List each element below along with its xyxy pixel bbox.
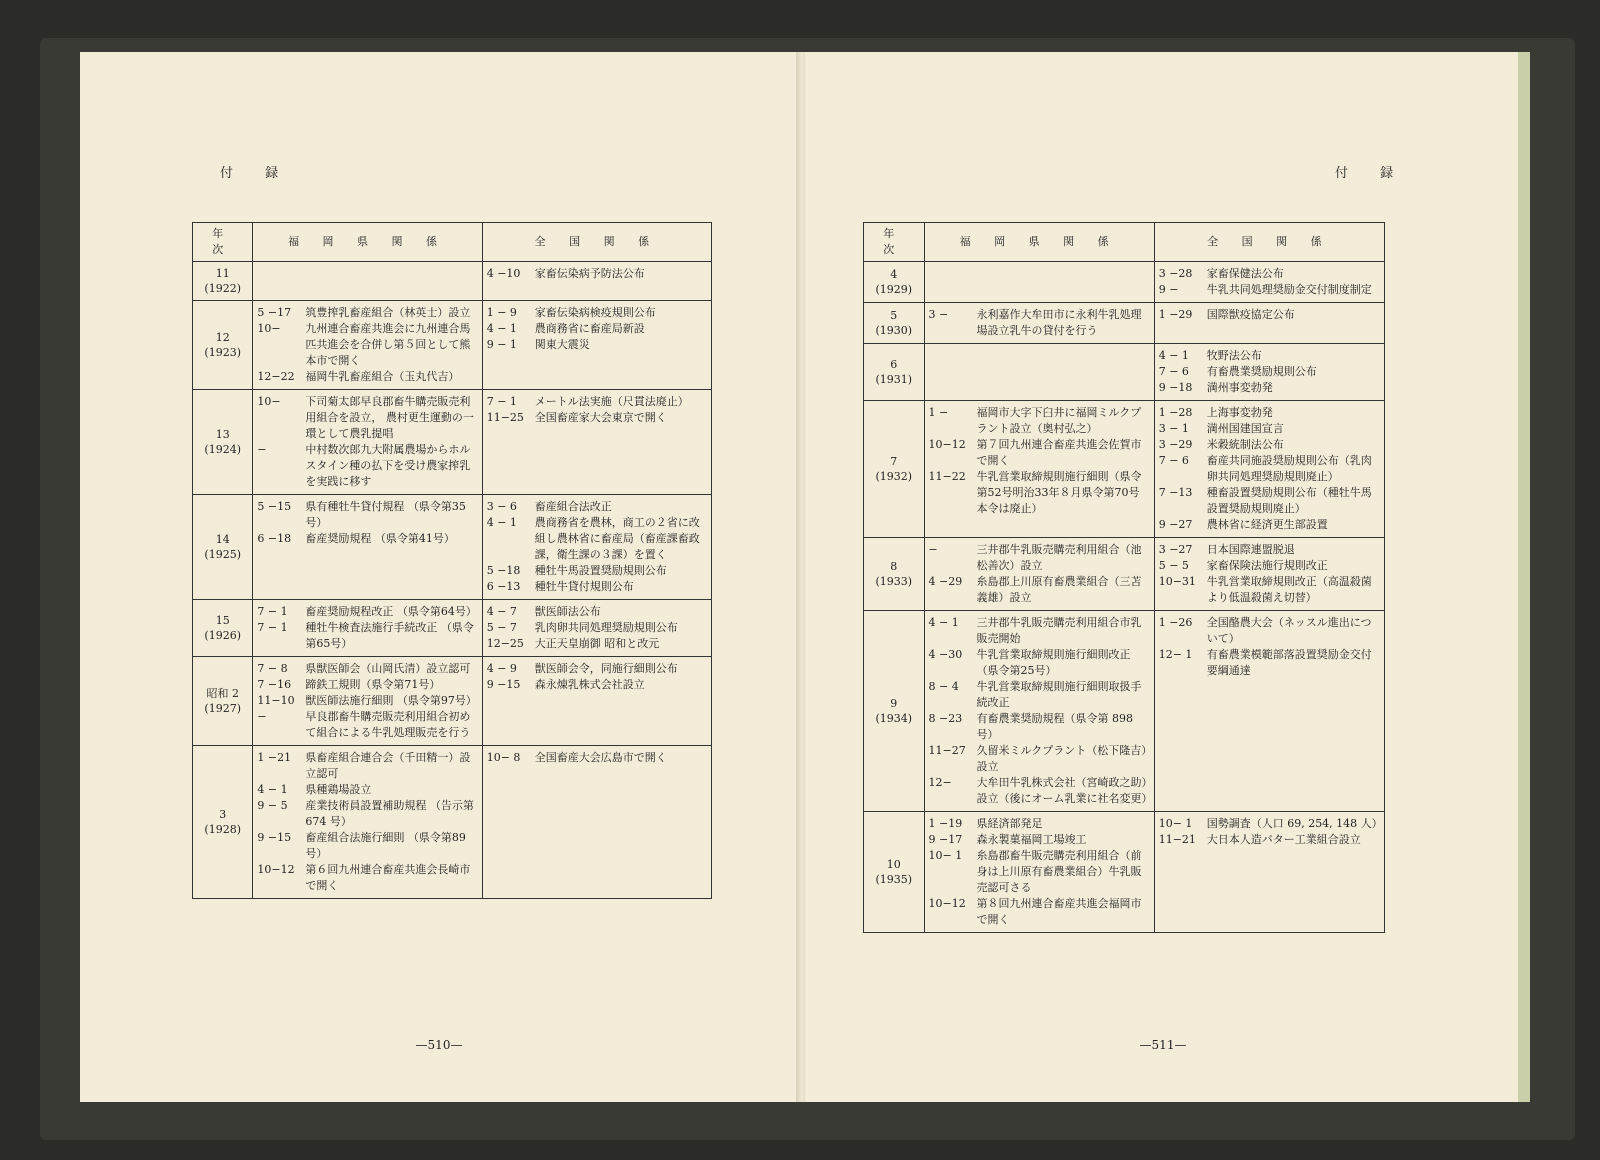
event-text: 大牟田牛乳株式会社（宮崎政之助）設立（後にオーム乳業に社名変更） bbox=[976, 776, 1153, 805]
table-row bbox=[864, 262, 1385, 303]
event-entry bbox=[929, 469, 1150, 517]
event-date: 6 −13 bbox=[486, 580, 521, 593]
event-date: 3 −29 bbox=[1158, 438, 1193, 451]
event-text: 森永製菓福岡工場竣工 bbox=[976, 833, 1087, 846]
event-date: 1 −26 bbox=[1158, 616, 1193, 629]
event-entry bbox=[1159, 282, 1380, 298]
event-entry bbox=[257, 620, 477, 652]
event-text: 家畜伝染病予防法公布 bbox=[534, 267, 645, 280]
event-date: 1 −21 bbox=[257, 751, 292, 764]
event-date: 9 − bbox=[1158, 283, 1179, 296]
col-header-year: 年 次 bbox=[193, 223, 253, 262]
event-date: 5 −17 bbox=[257, 306, 292, 319]
fukuoka-cell bbox=[253, 301, 482, 390]
national-cell bbox=[1154, 344, 1384, 401]
event-entry bbox=[257, 798, 477, 830]
event-date: 11−27 bbox=[928, 744, 966, 757]
event-date: 4 − 7 bbox=[486, 605, 517, 618]
table-row bbox=[864, 611, 1385, 812]
event-date: 11−21 bbox=[1158, 833, 1196, 846]
event-entry bbox=[1159, 266, 1380, 282]
event-date: 8 − 4 bbox=[928, 680, 959, 693]
event-text: 日本国際連盟脱退 bbox=[1206, 543, 1295, 556]
event-text: 第６回九州連合畜産共進会長崎市で開く bbox=[305, 863, 471, 892]
event-text: 獣医師法施行細則 （県令第97号） bbox=[305, 694, 477, 707]
event-entry bbox=[487, 750, 707, 766]
national-cell bbox=[1154, 401, 1384, 538]
table-row bbox=[864, 812, 1385, 933]
table-row bbox=[864, 303, 1385, 344]
event-text: 種牡牛検査法施行手続改正 （県令第65号） bbox=[305, 621, 474, 650]
event-entry bbox=[257, 830, 477, 862]
event-date: 10−31 bbox=[1158, 575, 1196, 588]
event-entry bbox=[487, 394, 707, 410]
event-entry bbox=[1159, 832, 1380, 848]
event-text: 全国酪農大会（ネッスル進出について） bbox=[1206, 616, 1372, 645]
event-date: 12− 1 bbox=[1158, 648, 1193, 661]
national-cell bbox=[482, 390, 711, 495]
event-entry bbox=[257, 604, 477, 620]
event-entry bbox=[929, 307, 1150, 339]
event-entry bbox=[487, 636, 707, 652]
table-row bbox=[193, 657, 712, 746]
national-cell bbox=[1154, 303, 1384, 344]
year-cell: 11 (1922) bbox=[193, 262, 253, 301]
event-date: 1 −19 bbox=[928, 817, 963, 830]
fukuoka-cell bbox=[924, 611, 1154, 812]
national-cell bbox=[1154, 538, 1384, 611]
event-date: 7 − 1 bbox=[486, 395, 517, 408]
event-date: 10− 1 bbox=[928, 849, 963, 862]
fukuoka-cell bbox=[924, 401, 1154, 538]
fukuoka-cell bbox=[253, 495, 482, 600]
left-page bbox=[80, 52, 798, 1102]
event-entry bbox=[487, 661, 707, 677]
event-text: 久留米ミルクプラント（松下隆吉）設立 bbox=[976, 744, 1147, 773]
event-date: 7 − 1 bbox=[257, 621, 288, 634]
event-text: 農商務省に畜産局新設 bbox=[534, 322, 645, 335]
year-cell: 10 (1935) bbox=[864, 812, 925, 933]
event-date: 11−25 bbox=[486, 411, 524, 424]
event-date: 8 −23 bbox=[928, 712, 963, 725]
page-edge bbox=[1518, 52, 1530, 1102]
event-entry bbox=[487, 410, 707, 426]
event-entry bbox=[1159, 405, 1380, 421]
event-entry bbox=[257, 782, 477, 798]
fukuoka-cell bbox=[924, 303, 1154, 344]
event-entry bbox=[257, 862, 477, 894]
fukuoka-cell bbox=[253, 262, 482, 301]
event-date: 10−12 bbox=[928, 897, 966, 910]
event-text: 国際獣疫協定公布 bbox=[1206, 308, 1295, 321]
year-cell: 9 (1934) bbox=[864, 611, 925, 812]
event-entry bbox=[257, 661, 477, 677]
event-entry bbox=[1159, 542, 1380, 558]
event-date: 5 −15 bbox=[257, 500, 292, 513]
event-text: 糸島郡上川原有畜農業組合（三苫義雄）設立 bbox=[976, 575, 1142, 604]
event-date: 10− 1 bbox=[1158, 817, 1193, 830]
event-date: 4 − 1 bbox=[486, 516, 517, 529]
event-date: 3 − 6 bbox=[486, 500, 517, 513]
event-entry bbox=[929, 647, 1150, 679]
year-cell: 3 (1928) bbox=[193, 746, 253, 899]
event-entry bbox=[1159, 364, 1380, 380]
event-text: 満州事変勃発 bbox=[1206, 381, 1273, 394]
event-text: 下司菊太郎早良郡畜牛購売販売利用組合を設立， 農村更生運動の一環として農乳提唱 bbox=[305, 395, 474, 440]
event-date: 4 − 1 bbox=[1158, 349, 1189, 362]
col-header-year: 年 次 bbox=[864, 223, 925, 262]
event-text: メートル法実施（尺貫法廃止） bbox=[534, 395, 689, 408]
event-entry bbox=[1159, 453, 1380, 485]
year-cell: 8 (1933) bbox=[864, 538, 925, 611]
event-date: 12− bbox=[928, 776, 952, 789]
event-text: 県畜産組合連合会（千田精一）設立認可 bbox=[305, 751, 471, 780]
event-text: 関東大震災 bbox=[534, 338, 590, 351]
event-entry bbox=[1159, 348, 1380, 364]
event-entry bbox=[487, 337, 707, 353]
event-date: − bbox=[257, 443, 267, 456]
event-text: 農林省に経済更生部設置 bbox=[1206, 518, 1328, 531]
event-date: 1 −28 bbox=[1158, 406, 1193, 419]
event-entry bbox=[487, 563, 707, 579]
event-entry bbox=[257, 305, 477, 321]
event-text: 牛乳営業取締規則施行細則（県令第52号明治33年８月県令第70号本令は廃止） bbox=[976, 470, 1142, 515]
event-date: 7 − 8 bbox=[257, 662, 288, 675]
event-date: 4 −29 bbox=[928, 575, 963, 588]
event-entry bbox=[487, 515, 707, 563]
event-date: 1 −29 bbox=[1158, 308, 1193, 321]
event-text: 畜産奨励規程改正 （県令第64号） bbox=[305, 605, 477, 618]
event-text: 有畜農業奨励規則公布 bbox=[1206, 365, 1317, 378]
national-cell bbox=[482, 600, 711, 657]
event-date: 9 − 5 bbox=[257, 799, 288, 812]
event-entry bbox=[487, 677, 707, 693]
event-entry bbox=[1159, 421, 1380, 437]
table-row bbox=[193, 262, 712, 301]
event-entry bbox=[257, 321, 477, 369]
col-header-national: 全 国 関 係 bbox=[1154, 223, 1384, 262]
event-entry bbox=[487, 604, 707, 620]
event-entry bbox=[1159, 574, 1380, 606]
event-text: 満州国建国宣言 bbox=[1206, 422, 1284, 435]
event-entry bbox=[929, 711, 1150, 743]
event-text: 農商務省を農林，商工の２省に改組し農林省に畜産局（畜産課畜政課，衛生課の３課）を置く bbox=[534, 516, 700, 561]
event-date: 7 − 6 bbox=[1158, 365, 1189, 378]
event-text: 家畜伝染病検疫規則公布 bbox=[534, 306, 656, 319]
event-date: 7 − 1 bbox=[257, 605, 288, 618]
event-text: 三井郡牛乳販売購売利用組合（池松善次）設立 bbox=[976, 543, 1142, 572]
event-text: 上海事変勃発 bbox=[1206, 406, 1273, 419]
event-date: 12−22 bbox=[257, 370, 295, 383]
event-date: 7 − 6 bbox=[1158, 454, 1189, 467]
event-date: 4 − 9 bbox=[486, 662, 517, 675]
event-date: 7 −13 bbox=[1158, 486, 1193, 499]
col-header-fukuoka: 福 岡 県 関 係 bbox=[924, 223, 1154, 262]
event-text: 有畜農業奨励規程（県令第 898 号） bbox=[976, 712, 1134, 741]
event-entry bbox=[257, 677, 477, 693]
event-date: 5 − 5 bbox=[1158, 559, 1189, 572]
event-text: 牛乳営業取締規則改正（高温殺菌より低温殺菌え切替） bbox=[1206, 575, 1372, 604]
event-entry bbox=[929, 743, 1150, 775]
event-entry bbox=[487, 266, 707, 282]
event-date: 4 − 1 bbox=[257, 783, 288, 796]
table-row bbox=[193, 495, 712, 600]
event-date: 10− bbox=[257, 395, 281, 408]
event-text: 畜産組合法改正 bbox=[534, 500, 612, 513]
event-text: 牧野法公布 bbox=[1206, 349, 1262, 362]
table-row bbox=[193, 600, 712, 657]
event-text: 第７回九州連合畜産共進会佐賀市で開く bbox=[976, 438, 1142, 467]
event-entry bbox=[929, 816, 1150, 832]
event-entry bbox=[1159, 485, 1380, 517]
event-text: 糸島郡畜牛販売購売利用組合（前身は上川原有畜農業組合）牛乳販売認可さる bbox=[976, 849, 1142, 894]
event-text: 家畜保健法公布 bbox=[1206, 267, 1284, 280]
event-date: 1 − bbox=[928, 406, 949, 419]
event-date: 9 −17 bbox=[928, 833, 963, 846]
event-text: 種畜設置奨励規則公布（種牡牛馬設置奨励規則廃止） bbox=[1206, 486, 1372, 515]
year-cell: 15 (1926) bbox=[193, 600, 253, 657]
table-row bbox=[193, 746, 712, 899]
page-header: 付 録 bbox=[1335, 166, 1408, 181]
event-entry bbox=[487, 579, 707, 595]
event-text: 福岡市大字下臼井に福岡ミルクプラント設立（奥村弘之） bbox=[976, 406, 1142, 435]
national-cell bbox=[1154, 812, 1384, 933]
event-date: 5 −18 bbox=[486, 564, 521, 577]
event-date: 3 −27 bbox=[1158, 543, 1193, 556]
event-text: 大正天皇崩御 昭和と改元 bbox=[534, 637, 660, 650]
event-entry bbox=[928, 775, 1153, 807]
event-date: 4 − 1 bbox=[928, 616, 959, 629]
event-date: 9 −15 bbox=[486, 678, 521, 691]
event-date: 9 −27 bbox=[1158, 518, 1193, 531]
event-date: 6 −18 bbox=[257, 532, 292, 545]
event-entry bbox=[1159, 615, 1380, 647]
event-text: 県経済部発足 bbox=[976, 817, 1043, 830]
event-text: 牛乳共同処理奨励金交付制度制定 bbox=[1206, 283, 1372, 296]
event-date: 3 − bbox=[928, 308, 949, 321]
national-cell bbox=[482, 301, 711, 390]
fukuoka-cell bbox=[253, 390, 482, 495]
event-text: 獣医師会令，同施行細則公布 bbox=[534, 662, 678, 675]
event-date: 7 −16 bbox=[257, 678, 292, 691]
event-date: 11−10 bbox=[257, 694, 295, 707]
event-entry bbox=[1159, 437, 1380, 453]
chronology-table bbox=[192, 222, 712, 899]
chronology-table bbox=[863, 222, 1385, 933]
event-entry bbox=[487, 321, 707, 337]
event-text: 森永煉乳株式会社設立 bbox=[534, 678, 645, 691]
event-text: 畜産共同施設奨励規則公布（乳肉卵共同処理奨励規則廃止） bbox=[1206, 454, 1372, 483]
fukuoka-cell bbox=[924, 262, 1154, 303]
event-text: 乳肉卵共同処理奨励規則公布 bbox=[534, 621, 678, 634]
event-entry bbox=[487, 620, 707, 636]
national-cell bbox=[482, 746, 711, 899]
table-row bbox=[864, 401, 1385, 538]
year-cell: 4 (1929) bbox=[864, 262, 925, 303]
event-entry bbox=[1159, 647, 1380, 679]
event-date: − bbox=[928, 543, 938, 556]
event-date: 9 −15 bbox=[257, 831, 292, 844]
event-text: 蹄鉄工規則（県令第71号） bbox=[305, 678, 441, 691]
event-text: 早良郡畜牛購売販売利用組合初めて組合による牛乳処理販売を行う bbox=[305, 710, 471, 739]
event-date: 4 − 1 bbox=[486, 322, 517, 335]
event-entry bbox=[929, 574, 1150, 606]
national-cell bbox=[482, 262, 711, 301]
event-text: 全国畜産家大会東京で開く bbox=[534, 411, 667, 424]
fukuoka-cell bbox=[253, 746, 482, 899]
event-text: 九州連合畜産共進会に九州連合馬匹共進会を合併し第５回として熊本市で開く bbox=[305, 322, 471, 367]
event-entry bbox=[929, 896, 1150, 928]
event-entry bbox=[929, 615, 1150, 647]
event-date: 4 −30 bbox=[928, 648, 963, 661]
event-date: 11−22 bbox=[928, 470, 966, 483]
event-entry bbox=[1159, 380, 1380, 396]
event-entry bbox=[929, 542, 1150, 574]
event-text: 牛乳営業取締規則施行細則改正（県令第25号） bbox=[976, 648, 1131, 677]
event-text: 三井郡牛乳販売購売利用組合市乳販売開始 bbox=[976, 616, 1142, 645]
page-number: —511— bbox=[1139, 1038, 1187, 1052]
event-text: 福岡牛乳畜産組合（玉丸代吉） bbox=[305, 370, 460, 383]
fukuoka-cell bbox=[924, 538, 1154, 611]
event-text: 獣医師法公布 bbox=[534, 605, 601, 618]
national-cell bbox=[1154, 262, 1384, 303]
event-text: 有畜農業模範部落設置奨励金交付要綱通達 bbox=[1206, 648, 1372, 677]
col-header-national: 全 国 関 係 bbox=[482, 223, 711, 262]
event-text: 永利嘉作大牟田市に永利牛乳処理場設立乳牛の貸付を行う bbox=[976, 308, 1142, 337]
event-date: 9 − 1 bbox=[486, 338, 517, 351]
year-cell: 12 (1923) bbox=[193, 301, 253, 390]
event-entry bbox=[1158, 816, 1383, 832]
event-text: 畜産奨励規程 （県令第41号） bbox=[305, 532, 455, 545]
event-text: 筑豊搾乳畜産組合（林英士）設立 bbox=[305, 306, 471, 319]
event-entry bbox=[929, 437, 1150, 469]
page-header: 付 録 bbox=[220, 166, 293, 181]
event-text: 産業技術員設置補助規程 （告示第 674 号） bbox=[305, 799, 474, 828]
event-date: 12−25 bbox=[486, 637, 524, 650]
event-date: 4 −10 bbox=[486, 267, 521, 280]
fukuoka-cell bbox=[253, 657, 482, 746]
national-cell bbox=[482, 657, 711, 746]
year-cell: 6 (1931) bbox=[864, 344, 925, 401]
event-entry bbox=[257, 442, 477, 490]
national-cell bbox=[1154, 611, 1384, 812]
event-entry bbox=[929, 679, 1150, 711]
event-entry bbox=[487, 499, 707, 515]
event-date: 3 −28 bbox=[1158, 267, 1193, 280]
event-text: 中村数次郎九大附属農場からホルスタイン種の払下を受け農家搾乳を実践に移す bbox=[305, 443, 471, 488]
event-entry bbox=[257, 693, 477, 709]
event-entry bbox=[929, 848, 1150, 896]
event-entry bbox=[1159, 307, 1380, 323]
table-row bbox=[193, 301, 712, 390]
fukuoka-cell bbox=[253, 600, 482, 657]
event-text: 県獣医師会（山岡氏清）設立認可 bbox=[305, 662, 471, 675]
event-text: 県種鶏場設立 bbox=[305, 783, 372, 796]
event-text: 牛乳営業取締規則施行細則取扱手続改正 bbox=[976, 680, 1142, 709]
year-cell: 5 (1930) bbox=[864, 303, 925, 344]
event-entry bbox=[487, 305, 707, 321]
event-text: 全国畜産大会広島市で開く bbox=[534, 751, 667, 764]
event-entry bbox=[257, 531, 477, 547]
event-date: 5 − 7 bbox=[486, 621, 517, 634]
table-row bbox=[193, 390, 712, 495]
event-text: 種牡牛馬設置奨励規則公布 bbox=[534, 564, 667, 577]
event-entry bbox=[257, 394, 477, 442]
event-date: − bbox=[257, 710, 267, 723]
event-entry bbox=[929, 405, 1150, 437]
year-cell: 14 (1925) bbox=[193, 495, 253, 600]
event-text: 第８回九州連合畜産共進会福岡市で開く bbox=[976, 897, 1142, 926]
year-cell: 昭和 2 (1927) bbox=[193, 657, 253, 746]
event-date: 3 − 1 bbox=[1158, 422, 1189, 435]
event-text: 米穀統制法公布 bbox=[1206, 438, 1284, 451]
event-date: 10−12 bbox=[928, 438, 966, 451]
event-date: 9 −18 bbox=[1158, 381, 1193, 394]
table-row bbox=[864, 344, 1385, 401]
year-cell: 7 (1932) bbox=[864, 401, 925, 538]
col-header-fukuoka: 福 岡 県 関 係 bbox=[253, 223, 482, 262]
event-text: 家畜保険法施行規則改正 bbox=[1206, 559, 1328, 572]
event-entry bbox=[1159, 558, 1380, 574]
event-date: 10− bbox=[257, 322, 281, 335]
table-row bbox=[864, 538, 1385, 611]
year-cell: 13 (1924) bbox=[193, 390, 253, 495]
fukuoka-cell bbox=[924, 812, 1154, 933]
event-text: 畜産組合法施行細則 （県令第89号） bbox=[305, 831, 466, 860]
page-number: —510— bbox=[415, 1038, 463, 1052]
event-date: 10− 8 bbox=[486, 751, 521, 764]
event-entry bbox=[257, 709, 477, 741]
event-text: 種牡牛貸付規則公布 bbox=[534, 580, 634, 593]
national-cell bbox=[482, 495, 711, 600]
event-entry bbox=[257, 750, 477, 782]
event-date: 10−12 bbox=[257, 863, 295, 876]
event-entry bbox=[257, 369, 477, 385]
event-text: 国勢調査（人口 69, 254, 148 人） bbox=[1206, 817, 1383, 830]
event-entry bbox=[257, 499, 477, 531]
event-entry bbox=[1159, 517, 1380, 533]
right-page bbox=[805, 52, 1521, 1102]
event-text: 大日本人造バター工業組合設立 bbox=[1206, 833, 1361, 846]
event-text: 県有種牡牛貸付規程 （県令第35号） bbox=[305, 500, 466, 529]
event-entry bbox=[929, 832, 1150, 848]
fukuoka-cell bbox=[924, 344, 1154, 401]
event-date: 1 − 9 bbox=[486, 306, 517, 319]
